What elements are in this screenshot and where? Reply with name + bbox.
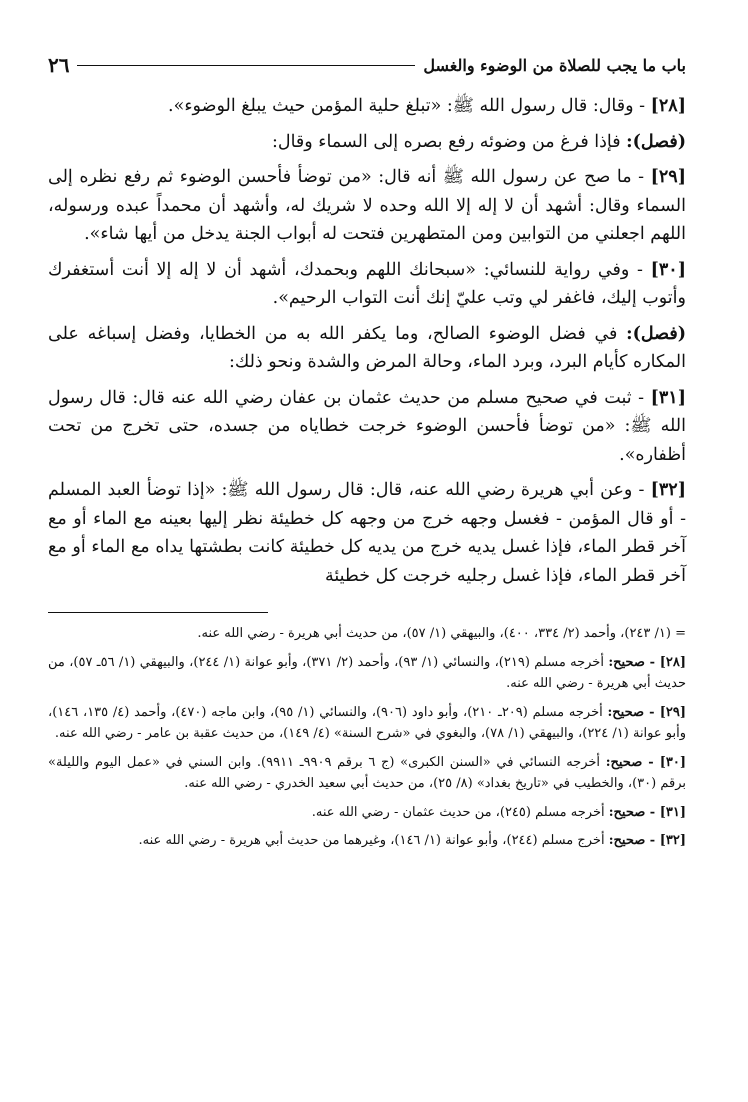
hadith-paragraph [48, 476, 686, 590]
paragraph-text: فإذا فرغ من وضوئه رفع بصره إلى السماء وقال: [271, 131, 627, 152]
page-number: ٢٦ [48, 53, 70, 77]
book-page [48, 48, 686, 1078]
footnote-number: [٢٨] [659, 654, 687, 670]
hadith-number: [٣٠] [650, 259, 686, 280]
paragraph-text: - ما صح عن رسول الله ﷺ أنه قال: «من توضأ فأحسن الوضوء ثم رفع نظره إلى السماء وقال: أشهد أن لا إله إلا الله وحده لا شريك له، وأشهد أن محمداً عبده ورسوله، اللهم اجعلني من التوابين ومن المتطهرين فتحت له أبواب الجنة يدخل من أيها شاء». [48, 167, 686, 244]
section-paragraph [48, 320, 686, 377]
hadith-paragraph [48, 384, 686, 470]
footnote-text: = (١/ ٢٤٣)، وأحمد (٢/ ٣٣٤، ٤٠٠)، والبيهقي (١/ ٥٧)، من حديث أبي هريرة - رضي الله عنه. [197, 626, 686, 641]
section-lead: (فصل): [626, 131, 686, 152]
section-lead: (فصل): [626, 323, 686, 344]
footnote [48, 702, 686, 745]
hadith-number: [٢٨] [650, 96, 686, 116]
footnote-text: أخرجه مسلم (٢٤٥)، من حديث عثمان - رضي الله عنه. [311, 804, 609, 820]
footnote-number: [٣٠] [659, 754, 686, 770]
hadith-paragraph [48, 92, 686, 121]
footnote-number: [٣٢] [659, 833, 686, 848]
paragraph-text: في فضل الوضوء الصالح، وما يكفر الله به من الخطايا، وفضل إسباغه على المكاره كأيام البرد، وبرد الماء، وحالة المرض والشدة ونحو ذلك: [48, 323, 686, 372]
footnote-number: [٣١] [659, 804, 686, 820]
paragraph-text: - وعن أبي هريرة رضي الله عنه، قال: قال رسول الله ﷺ: «إذا توضأ العبد المسلم - أو قال المؤمن - فغسل وجهه خرج من وجهه كل خطيئة نظر إليها بعينه مع الماء أو مع آخر قطر الماء، فإذا غسل يديه خرج من يديه كل خطيئة كانت بطشتها يداه مع الماء أو مع آخر قطر الماء، فإذا غسل رجليه خرجت كل خطيئة [48, 480, 686, 586]
footnote-grade: - صحيح: [608, 833, 660, 848]
footnote-text: أخرجه النسائي في «السنن الكبرى» (ج ٦ برقم ٩٩٠٩ـ ٩٩١١). وابن السني في «عمل اليوم والليلة» برقم (٣٠)، والخطيب في «تاريخ بغداد» (٨/ ٢٥)، من حديث أبي سعيد الخدري - رضي الله عنه. [48, 754, 686, 791]
hadith-number: [٣١] [650, 387, 686, 408]
paragraph-text: - وفي رواية للنسائي: «سبحانك اللهم وبحمدك، أشهد أن لا إله إلا أنت أستغفرك وأتوب إليك، فاغفر لي وتب عليّ إنك أنت التواب الرحيم». [48, 259, 686, 308]
hadith-paragraph [48, 163, 686, 249]
footnote [48, 752, 686, 795]
footnote [48, 830, 686, 852]
hadith-number: [٢٩] [650, 167, 686, 187]
main-text [48, 92, 686, 590]
footnote-continuation [48, 623, 686, 645]
section-paragraph [48, 128, 686, 157]
footnotes [48, 623, 686, 852]
chapter-title: باب ما يجب للصلاة من الوضوء والغسل [423, 55, 686, 75]
footnote-text: أخرجه مسلم (٢١٩)، والنسائي (١/ ٩٣)، وأحمد (٢/ ٣٧١)، وأبو عوانة (١/ ٢٤٤)، والبيهقي (١/ ٥٦ـ ٥٧)، من حديث أبي هريرة - رضي الله عنه. [48, 654, 686, 691]
footnote-grade: - صحيح: [605, 754, 660, 770]
paragraph-text: - ثبت في صحيح مسلم من حديث عثمان بن عفان رضي الله عنه قال: قال رسول الله ﷺ: «من توضأ فأحسن الوضوء خرجت خطاياه من جسده، حتى تخرج من تحت أظفاره». [48, 387, 686, 465]
header-rule [77, 65, 415, 66]
footnote-text: أخرج مسلم (٢٤٤)، وأبو عوانة (١/ ١٤٦)، وغيرهما من حديث أبي هريرة - رضي الله عنه. [138, 833, 609, 848]
running-header [48, 48, 686, 82]
footnote-grade: - صحيح: [608, 804, 660, 820]
hadith-number: [٣٢] [650, 480, 686, 500]
footnote-grade: - صحيح: [607, 704, 660, 720]
footnote-grade: - صحيح: [608, 654, 660, 670]
footnote [48, 652, 686, 695]
footnote-number: [٢٩] [659, 704, 686, 720]
paragraph-text: - وقال: قال رسول الله ﷺ: «تبلغ حلية المؤمن حيث يبلغ الوضوء». [168, 96, 651, 116]
footnote [48, 802, 686, 824]
hadith-paragraph [48, 256, 686, 313]
footnote-text: أخرجه مسلم (٢٠٩ـ ٢١٠)، وأبو داود (٩٠٦)، والنسائي (١/ ٩٥)، وابن ماجه (٤٧٠)، وأحمد (٤/ ١٣٥، ١٤٦)، وأبو عوانة (١/ ٢٢٤)، والبيهقي (١/ ٧٨)، والبغوي في «شرح السنة» (٤/ ١٤٩)، من حديث عقبة بن عامر - رضي الله عنه. [48, 704, 686, 741]
footnote-separator [48, 612, 268, 613]
